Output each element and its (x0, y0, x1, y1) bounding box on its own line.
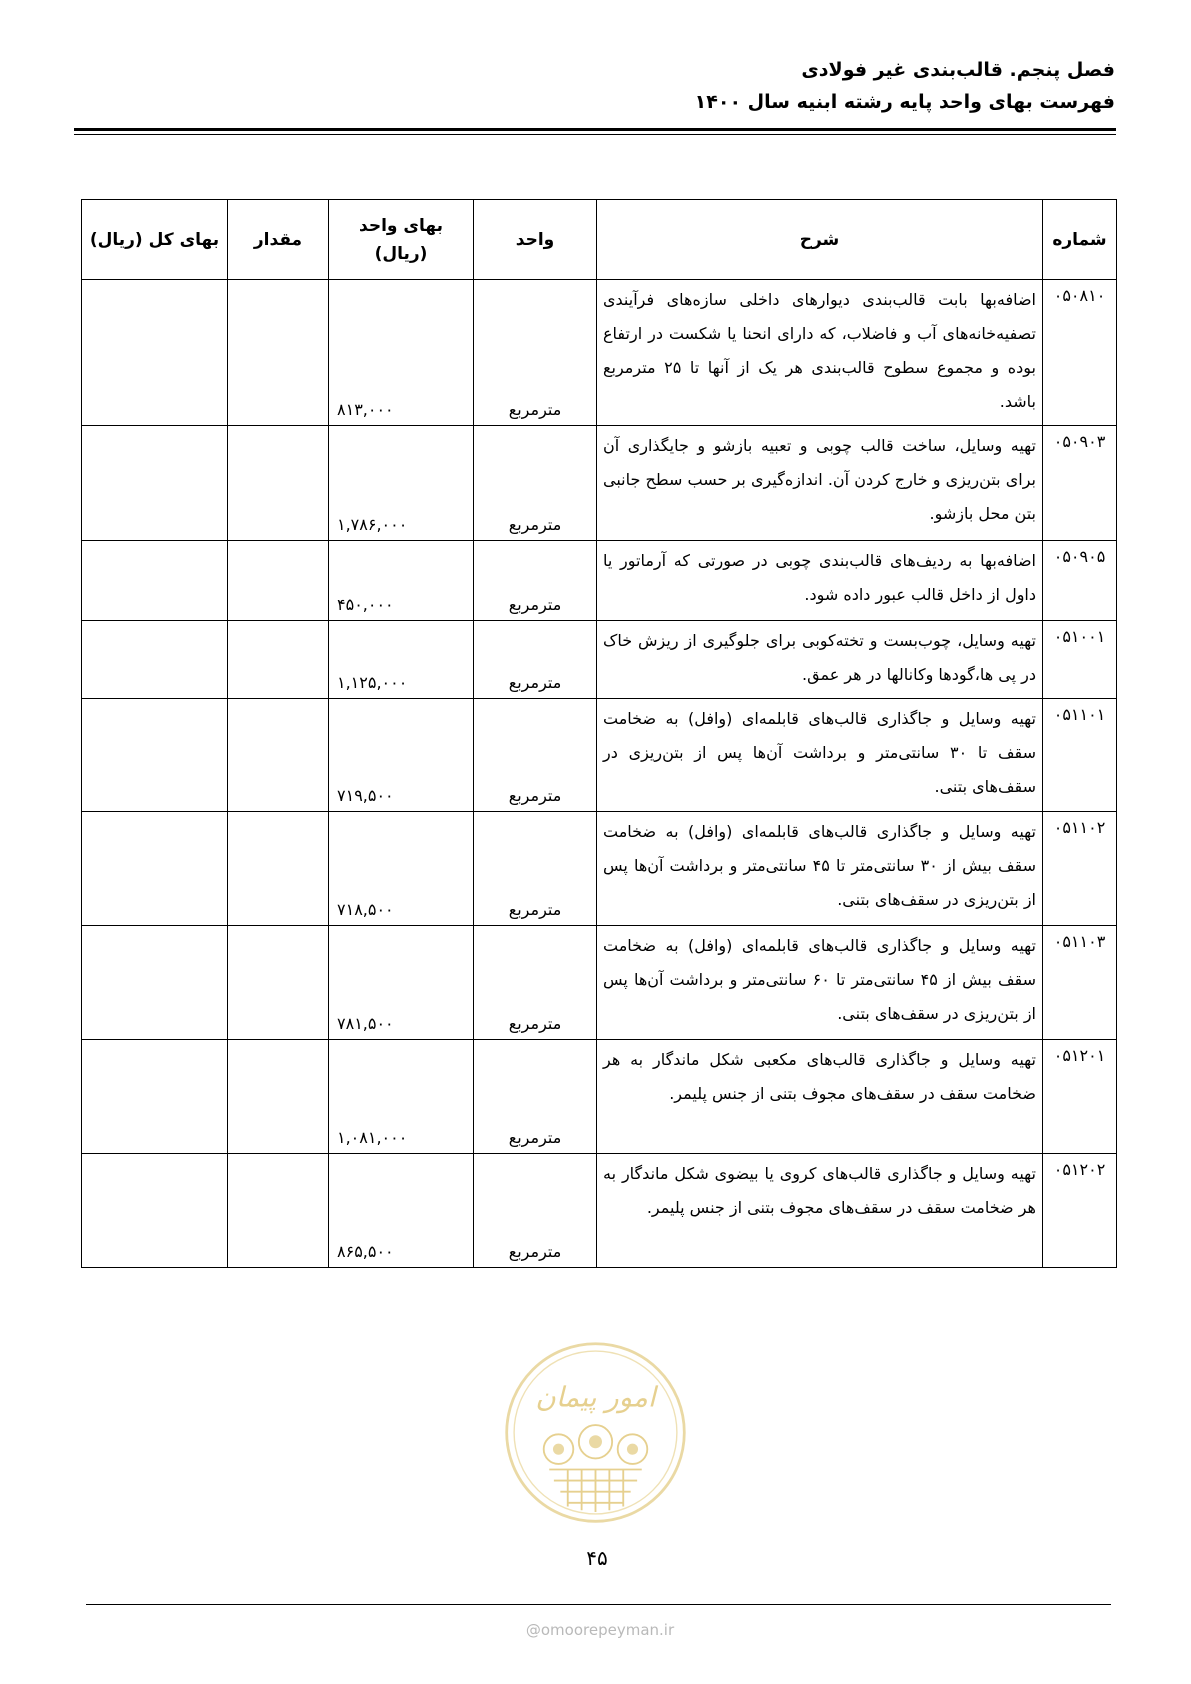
row-quantity (228, 812, 329, 926)
row-unit: مترمربع (474, 541, 597, 621)
row-unit-price: ۸۱۳,۰۰۰ (329, 280, 474, 426)
header-unit-price-line1: بهای واحد (359, 215, 443, 236)
footer-rule (86, 1604, 1111, 1605)
row-quantity (228, 280, 329, 426)
table-row (82, 812, 1117, 926)
row-unit: مترمربع (474, 280, 597, 426)
row-number: ۰۵۱۱۰۲ (1043, 812, 1117, 926)
row-number: ۰۵۰۸۱۰ (1043, 280, 1117, 426)
header-total-price: بهای کل (ریال) (82, 200, 228, 280)
header-unit-price-line2: (ریال) (374, 243, 428, 264)
header-rule-thick (74, 128, 1116, 131)
row-unit-price: ۴۵۰,۰۰۰ (329, 541, 474, 621)
price-list-table (81, 199, 1117, 1268)
row-unit-price: ۷۸۱,۵۰۰ (329, 926, 474, 1040)
row-total-price (82, 621, 228, 699)
row-quantity (228, 1154, 329, 1268)
row-quantity (228, 621, 329, 699)
row-description: تهیه وسایل، چوب‌بست و تخته‌کوبی برای جلوگیری از ریزش خاک در پی ها،گودها وکانالها در هر عمق. (597, 621, 1043, 699)
row-total-price (82, 926, 228, 1040)
document-subtitle: فهرست بهای واحد پایه رشته ابنیه سال ۱۴۰۰ (694, 91, 1115, 113)
row-unit: مترمربع (474, 1040, 597, 1154)
row-total-price (82, 812, 228, 926)
omoore-peyman-seal-icon (503, 1340, 688, 1525)
row-number: ۰۵۱۲۰۱ (1043, 1040, 1117, 1154)
header-unit: واحد (474, 200, 597, 280)
row-total-price (82, 1040, 228, 1154)
header-quantity: مقدار (228, 200, 329, 280)
page-number: ۴۵ (586, 1546, 608, 1570)
row-unit: مترمربع (474, 621, 597, 699)
row-unit-price: ۷۱۹,۵۰۰ (329, 699, 474, 812)
table-row (82, 280, 1117, 426)
row-number: ۰۵۱۱۰۱ (1043, 699, 1117, 812)
watermark-text: @omoorepeyman.ir (525, 1621, 675, 1639)
row-unit: مترمربع (474, 812, 597, 926)
table-row (82, 426, 1117, 541)
table-row (82, 926, 1117, 1040)
seal-text: امور پیمان (535, 1380, 656, 1414)
table-row (82, 1040, 1117, 1154)
row-description: تهیه وسایل و جاگذاری قالب‌های قابلمه‌ای (وافل) به ضخامت سقف بیش از ۳۰ سانتی‌متر تا ۴۵ سانتی‌متر و برداشت آن‌ها پس از بتن‌ریزی در سقف‌های بتنی. (597, 812, 1043, 926)
row-number: ۰۵۰۹۰۵ (1043, 541, 1117, 621)
row-description: اضافه‌بها به ردیف‌های قالب‌بندی چوبی در صورتی که آرماتور یا داول از داخل قالب عبور داده شود. (597, 541, 1043, 621)
header-rule-thin (74, 134, 1116, 135)
row-quantity (228, 926, 329, 1040)
row-total-price (82, 280, 228, 426)
row-unit-price: ۷۱۸,۵۰۰ (329, 812, 474, 926)
row-unit-price: ۸۶۵,۵۰۰ (329, 1154, 474, 1268)
row-number: ۰۵۱۰۰۱ (1043, 621, 1117, 699)
row-number: ۰۵۱۲۰۲ (1043, 1154, 1117, 1268)
row-unit-price: ۱,۰۸۱,۰۰۰ (329, 1040, 474, 1154)
row-quantity (228, 426, 329, 541)
chapter-title: فصل پنجم. قالب‌بندی غیر فولادی (801, 59, 1115, 81)
table-row (82, 699, 1117, 812)
row-description: تهیه وسایل و جاگذاری قالب‌های مکعبی شکل ماندگار به هر ضخامت سقف در سقف‌های مجوف بتنی از جنس پلیمر. (597, 1040, 1043, 1154)
row-unit: مترمربع (474, 426, 597, 541)
table-row (82, 1154, 1117, 1268)
row-unit-price: ۱,۱۲۵,۰۰۰ (329, 621, 474, 699)
row-description: تهیه وسایل و جاگذاری قالب‌های قابلمه‌ای (وافل) به ضخامت سقف تا ۳۰ سانتی‌متر و برداشت آن‌ها پس از بتن‌ریزی در سقف‌های بتنی. (597, 699, 1043, 812)
row-quantity (228, 699, 329, 812)
table-header-row (82, 200, 1117, 280)
table-row (82, 621, 1117, 699)
row-total-price (82, 541, 228, 621)
row-description: تهیه وسایل، ساخت قالب چوبی و تعبیه بازشو و جایگذاری آن برای بتن‌ریزی و خارج کردن آن. اندازه‌گیری بر حسب سطح جانبی بتن محل بازشو. (597, 426, 1043, 541)
header-unit-price (329, 200, 474, 280)
row-unit: مترمربع (474, 699, 597, 812)
row-unit: مترمربع (474, 1154, 597, 1268)
header-description: شرح (597, 200, 1043, 280)
row-description: اضافه‌بها بابت قالب‌بندی دیوارهای داخلی سازه‌های فرآیندی تصفیه‌خانه‌های آب و فاضلاب، که دارای انحنا یا شکست در ارتفاع بوده و مجموع سطوح قالب‌بندی هر یک از آنها تا ۲۵ مترمربع باشد. (597, 280, 1043, 426)
row-quantity (228, 541, 329, 621)
row-quantity (228, 1040, 329, 1154)
row-description: تهیه وسایل و جاگذاری قالب‌های قابلمه‌ای (وافل) به ضخامت سقف بیش از ۴۵ سانتی‌متر تا ۶۰ سانتی‌متر و برداشت آن‌ها پس از بتن‌ریزی در سقف‌های بتنی. (597, 926, 1043, 1040)
row-total-price (82, 426, 228, 541)
row-number: ۰۵۰۹۰۳ (1043, 426, 1117, 541)
table-row (82, 541, 1117, 621)
row-description: تهیه وسایل و جاگذاری قالب‌های کروی یا بیضوی شکل ماندگار به هر ضخامت سقف در سقف‌های مجوف بتنی از جنس پلیمر. (597, 1154, 1043, 1268)
page-header (75, 54, 1115, 118)
row-total-price (82, 1154, 228, 1268)
row-unit-price: ۱,۷۸۶,۰۰۰ (329, 426, 474, 541)
row-unit: مترمربع (474, 926, 597, 1040)
header-number: شماره (1043, 200, 1117, 280)
row-number: ۰۵۱۱۰۳ (1043, 926, 1117, 1040)
row-total-price (82, 699, 228, 812)
